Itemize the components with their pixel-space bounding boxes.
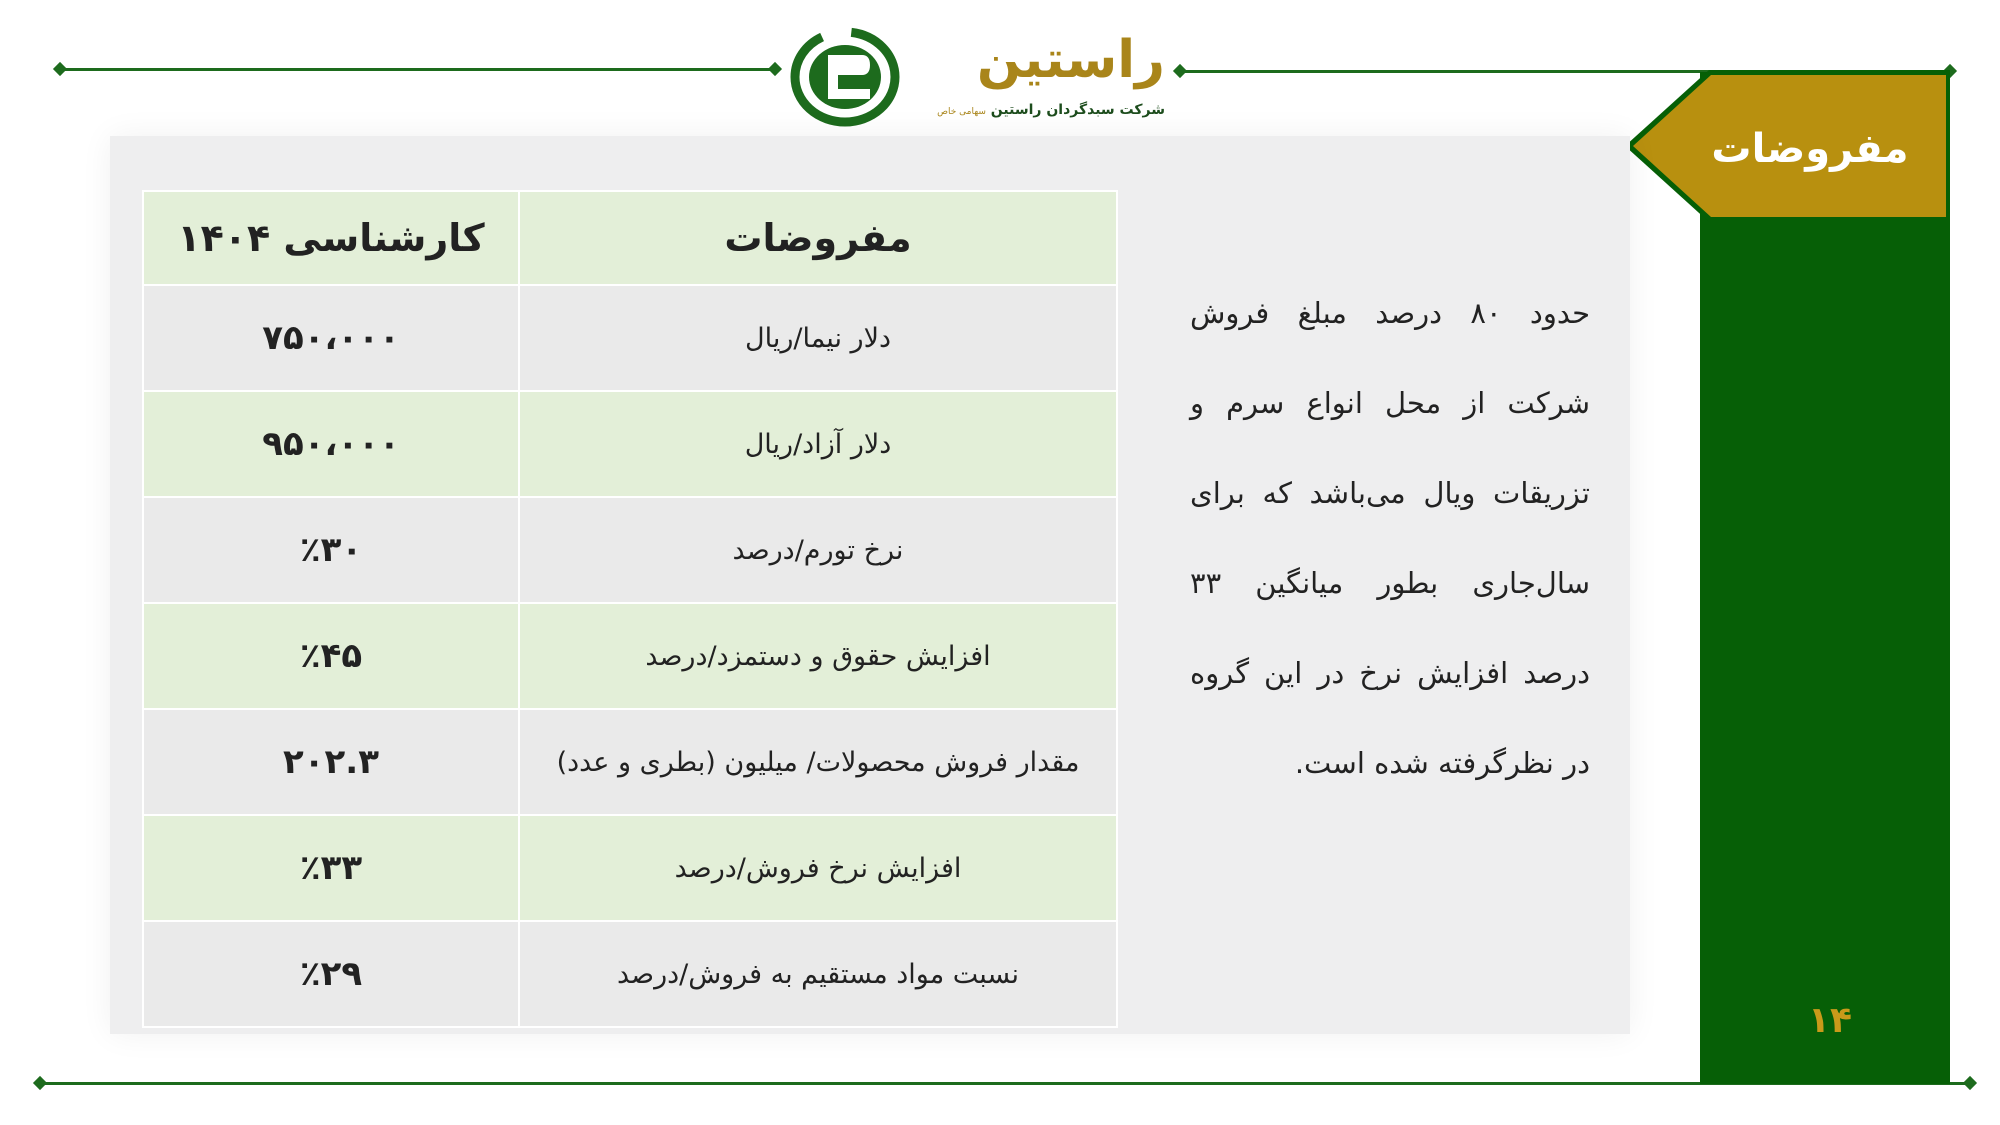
bottom-divider bbox=[40, 1082, 1970, 1085]
row-label: دلار آزاد/ریال bbox=[519, 391, 1117, 497]
row-value: ٪۳۳ bbox=[143, 815, 519, 921]
table-row bbox=[143, 709, 1117, 815]
row-label: نرخ تورم/درصد bbox=[519, 497, 1117, 603]
table-row bbox=[143, 815, 1117, 921]
logo-brand-name: راستین bbox=[976, 30, 1165, 90]
table-header-row bbox=[143, 191, 1117, 285]
logo-mark-icon bbox=[790, 27, 900, 127]
row-label: مقدار فروش محصولات/ میلیون (بطری و عدد) bbox=[519, 709, 1117, 815]
row-value: ۹۵۰،۰۰۰ bbox=[143, 391, 519, 497]
row-label: نسبت مواد مستقیم به فروش/درصد bbox=[519, 921, 1117, 1027]
header-assumptions: مفروضات bbox=[519, 191, 1117, 285]
table-row bbox=[143, 391, 1117, 497]
row-label: افزایش حقوق و دستمزد/درصد bbox=[519, 603, 1117, 709]
assumptions-table bbox=[142, 190, 1118, 1028]
title-tab bbox=[1625, 70, 1950, 222]
row-label: دلار نیما/ریال bbox=[519, 285, 1117, 391]
table-row bbox=[143, 603, 1117, 709]
row-value: ٪۴۵ bbox=[143, 603, 519, 709]
logo-company-name bbox=[935, 102, 1165, 126]
row-value: ۲۰۲.۳ bbox=[143, 709, 519, 815]
row-value: ۷۵۰،۰۰۰ bbox=[143, 285, 519, 391]
page-title: مفروضات bbox=[1711, 126, 1909, 172]
logo-company-title: شرکت سبدگردان راستین bbox=[990, 102, 1165, 118]
header-expert-1404: کارشناسی ۱۴۰۴ bbox=[143, 191, 519, 285]
table-row bbox=[143, 921, 1117, 1027]
row-label: افزایش نرخ فروش/درصد bbox=[519, 815, 1117, 921]
description-text: حدود ۸۰ درصد مبلغ فروش شرکت از محل انواع سرم و تزریقات ویال می‌باشد که برای سال‌جاری بطور میانگین ۳۳ درصد افزایش نرخ در این گروه در نظرگرفته شده است. bbox=[1190, 296, 1590, 780]
row-value: ٪۳۰ bbox=[143, 497, 519, 603]
row-value: ٪۲۹ bbox=[143, 921, 519, 1027]
table-row bbox=[143, 497, 1117, 603]
sidebar bbox=[1700, 72, 1950, 1084]
page-number: ۱۴ bbox=[1808, 1000, 1852, 1041]
logo-company-type: سهامی خاص bbox=[937, 107, 986, 117]
top-divider-left bbox=[60, 68, 775, 71]
company-logo bbox=[785, 22, 1165, 132]
table-row bbox=[143, 285, 1117, 391]
